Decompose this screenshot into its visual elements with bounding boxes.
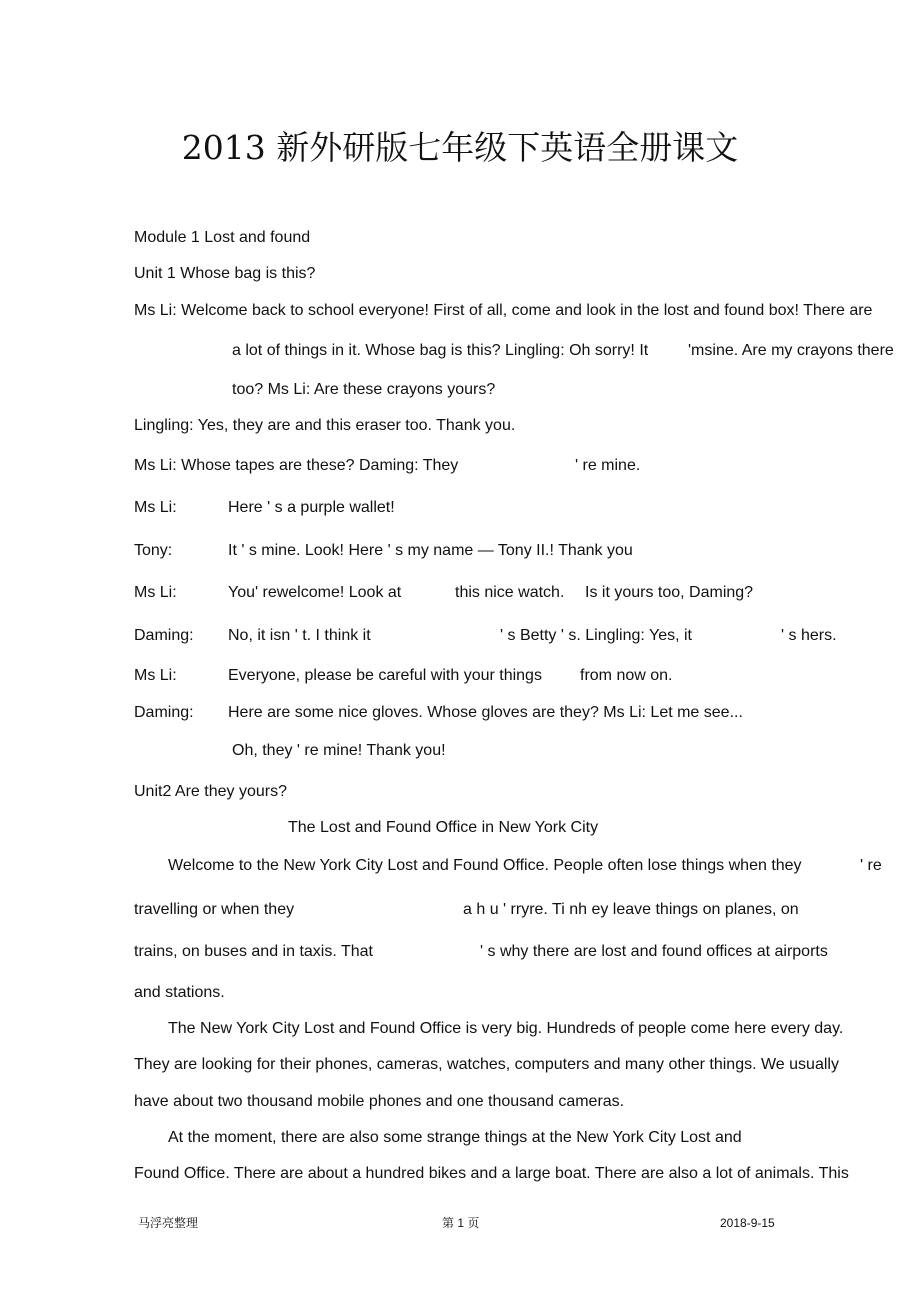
dialogue-line: Lingling: Yes, they are and this eraser too. Thank you. — [134, 417, 516, 434]
dialogue-line: a lot of things in it. Whose bag is this? Lingling: Oh sorry! It — [232, 342, 649, 359]
speaker-label: Daming: — [134, 627, 194, 644]
dialogue-line: Oh, they ' re mine! Thank you! — [232, 742, 446, 759]
module-heading: Module 1 Lost and found — [134, 229, 311, 246]
passage-line: travelling or when they — [134, 901, 295, 918]
dialogue-line: Is it yours too, Daming? — [585, 584, 754, 601]
dialogue-line: No, it isn ' t. I think it — [228, 627, 371, 644]
dialogue-line: Here ' s a purple wallet! — [228, 499, 395, 516]
dialogue-line: 'msine. Are my crayons there — [688, 342, 894, 359]
dialogue-line: Ms Li: Whose tapes are these? Daming: They — [134, 457, 459, 474]
passage-line: have about two thousand mobile phones and one thousand cameras. — [134, 1093, 625, 1110]
dialogue-line: It ' s mine. Look! Here ' s my name — Tony II.! Thank you — [228, 542, 633, 559]
passage-line: and stations. — [134, 984, 225, 1001]
footer-date: 2018-9-15 — [720, 1216, 775, 1230]
passage-line: Found Office. There are about a hundred bikes and a large boat. There are also a lot of animals. This — [134, 1165, 849, 1182]
passage-line: a h u ' rryre. Ti nh ey leave things on planes, on — [463, 901, 799, 918]
dialogue-line: ' s Betty ' s. Lingling: Yes, it — [500, 627, 692, 644]
unit-heading: Unit 1 Whose bag is this? — [134, 265, 316, 282]
passage-line: The New York City Lost and Found Office is very big. Hundreds of people come here every day. — [168, 1020, 844, 1037]
dialogue-line: ' s hers. — [781, 627, 837, 644]
passage-line: At the moment, there are also some strange things at the New York City Lost and — [168, 1129, 742, 1146]
dialogue-line: You' rewelcome! Look at — [228, 584, 402, 601]
footer-page-number: 第 1 页 — [442, 1216, 480, 1230]
speaker-label: Ms Li: — [134, 667, 177, 684]
dialogue-line: this nice watch. — [455, 584, 565, 601]
dialogue-line: ' re mine. — [575, 457, 641, 474]
passage-line: ' re — [860, 857, 882, 874]
passage-line: trains, on buses and in taxis. That — [134, 943, 373, 960]
passage-line: ' s why there are lost and found offices at airports — [480, 943, 828, 960]
passage-line: They are looking for their phones, cameras, watches, computers and many other things. We usually — [134, 1056, 839, 1073]
speaker-label: Ms Li: — [134, 584, 177, 601]
document-title: 2013 新外研版七年级下英语全册课文 — [181, 128, 739, 167]
unit-heading: Unit2 Are they yours? — [134, 783, 287, 800]
dialogue-line: Here are some nice gloves. Whose gloves are they? Ms Li: Let me see... — [228, 704, 743, 721]
speaker-label: Daming: — [134, 704, 194, 721]
speaker-label: Tony: — [134, 542, 173, 559]
passage-line: Welcome to the New York City Lost and Found Office. People often lose things when they — [168, 857, 802, 874]
dialogue-line: Everyone, please be careful with your things — [228, 667, 542, 684]
speaker-label: Ms Li: — [134, 499, 177, 516]
dialogue-line: too? Ms Li: Are these crayons yours? — [232, 381, 496, 398]
footer-compiler: 马浮亮整理 — [138, 1216, 199, 1230]
dialogue-line: from now on. — [580, 667, 673, 684]
dialogue-line: Ms Li: Welcome back to school everyone! First of all, come and look in the lost and found box! There are — [134, 302, 873, 319]
passage-title: The Lost and Found Office in New York City — [288, 819, 599, 836]
